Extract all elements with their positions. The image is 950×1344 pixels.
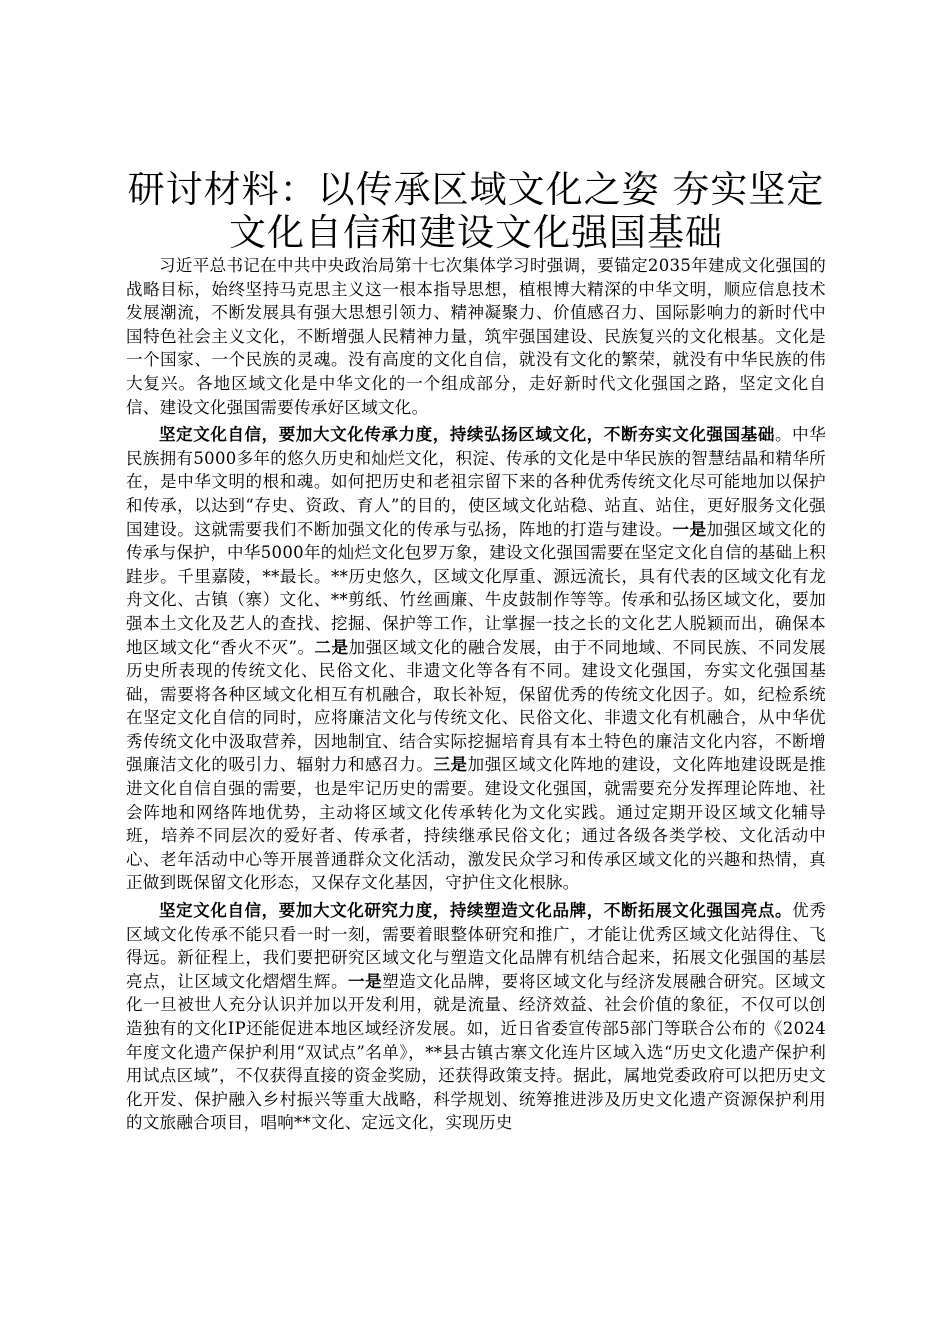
section-1-text-b: 加强区域文化的传承与保护，中华5000年的灿烂文化包罗万象，建设文化强国需要在坚定文化自信的基础上积跬步。千里嘉陵，**最长。**历史悠久，区域文化厚重、源远流长，具有代表的区域文化有龙舟文化、古镇（寨）文化、**剪纸、竹丝画廉、牛皮鼓制作等等。传承和弘扬区域文化，要加强本土文化及艺人的查找、挖掘、保护等工作，让掌握一技之长的文化艺人脱颖而出，确保本地区域文化“香火不灭”。: [126, 519, 826, 657]
section-1-marker-1: 一是: [672, 519, 707, 539]
intro-paragraph: 习近平总书记在中共中央政治局第十七次集体学习时强调，要锚定2035年建成文化强国的战略目标，始终坚持马克思主义这一根本指导思想，植根博大精深的中华文明，顺应信息技术发展潮流，不断发展具有强大思想引领力、精神凝聚力、价值感召力、国际影响力的新时代中国特色社会主义文化，不断增强人民精神力量，筑牢强国建设、民族复兴的文化根基。文化是一个国家、一个民族的灵魂。没有高度的文化自信，就没有文化的繁荣，就没有中华民族的伟大复兴。各地区域文化是中华文化的一个组成部分，走好新时代文化强国之路，坚定文化自信、建设文化强国需要传承好区域文化。: [126, 256, 826, 417]
section-2-marker-1: 一是: [348, 971, 383, 991]
document-page: [126, 168, 826, 1135]
section-1-heading: 坚定文化自信，要加大文化传承力度，持续弘扬区域文化，不断夯实文化强国基础: [159, 425, 775, 445]
section-2-paragraph: [126, 899, 826, 1135]
section-2-text-b: 塑造文化品牌，要将区域文化与经济发展融合研究。区域文化一旦被世人充分认识并加以开发利用，就是流量、经济效益、社会价值的象征，不仅可以创造独有的文化IP还能促进本地区域经济发展。如，近日省委宣传部5部门等联合公布的《2024年度文化遗产保护利用“双试点”名单》，**县古镇古寨文化连片区域入选“历史文化遗产保护利用试点区域”，不仅获得直接的资金奖励，还获得政策支持。据此，属地党委政府可以把历史文化开发、保护融入乡村振兴等重大战略，科学规划、统筹推进涉及历史文化遗产资源保护利用的文旅融合项目，唱响**文化、定远文化，实现历史: [126, 971, 826, 1133]
section-1-text-d: 加强区域文化阵地的建设，文化阵地建设既是推进文化自信自强的需要，也是牢记历史的需要。建设文化强国，就需要充分发挥理论阵地、社会阵地和网络阵地优势，主动将区域文化传承转化为文化实践。通过定期开设区域文化辅导班，培养不同层次的爱好者、传承者，持续继承民俗文化；通过各级各类学校、文化活动中心、老年活动中心等开展普通群众文化活动，激发民众学习和传承区域文化的兴趣和热情，真正做到既保留文化形态，又保存文化基因，守护住文化根脉。: [126, 755, 826, 893]
document-title: 研讨材料：以传承区域文化之姿 夯实坚定文化自信和建设文化强国基础: [127, 168, 825, 254]
section-1-marker-3: 三是: [433, 755, 468, 775]
section-1-paragraph: [126, 423, 826, 895]
section-1-marker-2: 二是: [314, 637, 349, 657]
section-1-text-a: 。中华民族拥有5000多年的悠久历史和灿烂文化，积淀、传承的文化是中华民族的智慧结晶和精华所在，是中华文明的根和魂。如何把历史和老祖宗留下来的各种优秀传统文化尽可能地加以保护和传承，以达到“存史、资政、育人”的目的，使区域文化站稳、站直、站住，更好服务文化强国建设。这就需要我们不断加强文化的传承与弘扬，阵地的打造与建设。: [126, 425, 826, 539]
section-2-text-a: 优秀区域文化传承不能只看一时一刻，需要着眼整体研究和推广，才能让优秀区域文化站得住、飞得远。新征程上，我们要把研究区域文化与塑造文化品牌有机结合起来，拓展文化强国的基层亮点，让区域文化熠熠生辉。: [126, 901, 826, 991]
section-2-heading: 坚定文化自信，要加大文化研究力度，持续塑造文化品牌，不断拓展文化强国亮点。: [159, 901, 793, 921]
section-1-text-c: 加强区域文化的融合发展，由于不同地域、不同民族、不同发展历史所表现的传统文化、民俗文化、非遗文化等各有不同。建设文化强国，夯实文化强国基础，需要将各种区域文化相互有机融合，取长补短，保留优秀的传统文化因子。如，纪检系统在坚定文化自信的同时，应将廉洁文化与传统文化、民俗文化、非遗文化有机融合，从中华优秀传统文化中汲取营养，因地制宜、结合实际挖掘培育具有本土特色的廉洁文化内容，不断增强廉洁文化的吸引力、辐射力和感召力。: [126, 637, 826, 775]
